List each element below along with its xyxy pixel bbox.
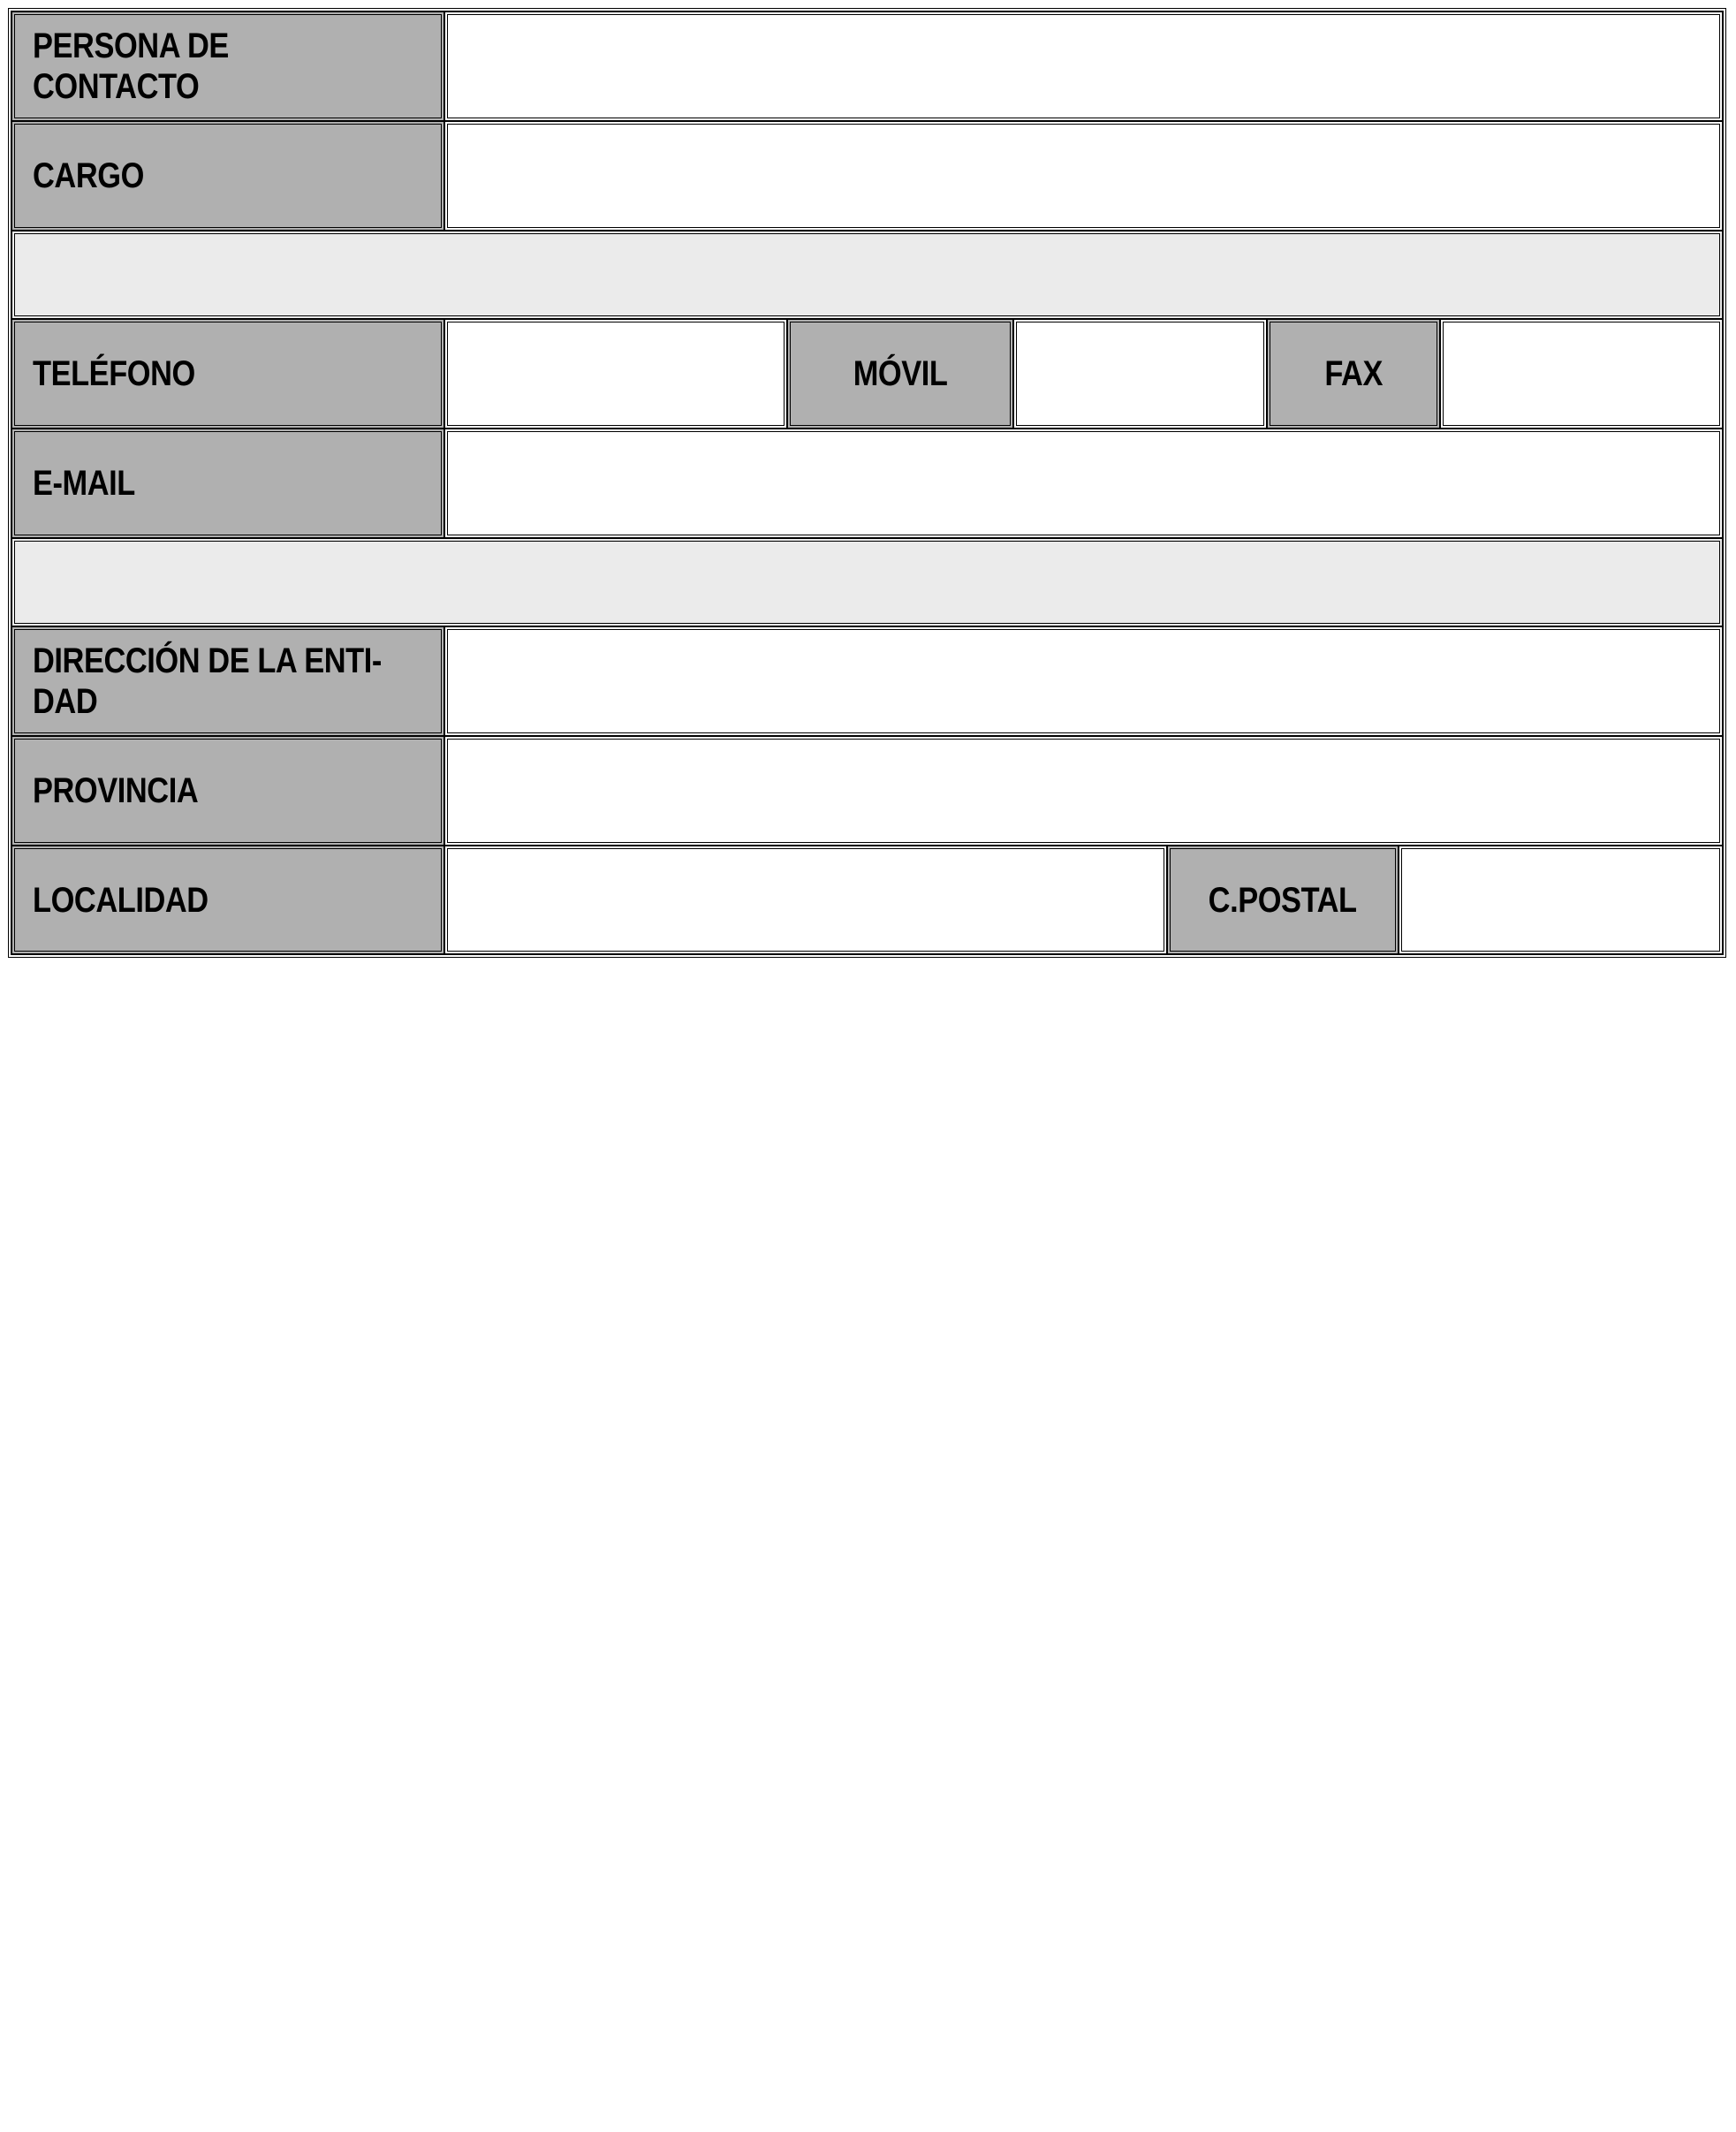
postal-code-label	[1167, 846, 1399, 954]
fax-field[interactable]	[1440, 319, 1723, 429]
fax-label-text: FAX	[1324, 354, 1383, 393]
phone-field[interactable]	[444, 319, 787, 429]
mobile-label-text: MÓVIL	[853, 354, 948, 393]
row-contact-person	[11, 11, 1723, 121]
email-label-text: E-MAIL	[33, 464, 135, 503]
row-separator-1	[11, 231, 1723, 319]
contact-person-field[interactable]	[444, 11, 1723, 121]
email-label	[11, 429, 444, 538]
mobile-label	[787, 319, 1013, 429]
province-label-text: PROVINCIA	[33, 771, 199, 810]
row-phones	[11, 319, 1723, 429]
row-province	[11, 736, 1723, 846]
address-label-text: DIRECCIÓN DE LA ENTI- DAD	[33, 641, 382, 721]
row-position	[11, 121, 1723, 231]
contact-form-table	[8, 8, 1726, 958]
email-field[interactable]	[444, 429, 1723, 538]
address-field[interactable]	[444, 626, 1723, 736]
province-field[interactable]	[444, 736, 1723, 846]
locality-label	[11, 846, 444, 954]
contact-person-label-text: PERSONA DE CONTACTO	[33, 27, 229, 106]
separator-bar	[11, 538, 1723, 626]
row-locality	[11, 846, 1723, 954]
position-label-text: CARGO	[33, 156, 144, 195]
locality-field[interactable]	[444, 846, 1167, 954]
phone-label	[11, 319, 444, 429]
province-label	[11, 736, 444, 846]
row-separator-2	[11, 538, 1723, 626]
row-email	[11, 429, 1723, 538]
separator-bar	[11, 231, 1723, 319]
mobile-field[interactable]	[1013, 319, 1267, 429]
postal-code-field[interactable]	[1399, 846, 1723, 954]
address-label	[11, 626, 444, 736]
row-address	[11, 626, 1723, 736]
position-label	[11, 121, 444, 231]
fax-label	[1267, 319, 1440, 429]
contact-person-label	[11, 11, 444, 121]
position-field[interactable]	[444, 121, 1723, 231]
phone-label-text: TELÉFONO	[33, 354, 195, 393]
locality-label-text: LOCALIDAD	[33, 880, 208, 920]
postal-code-label-text: C.POSTAL	[1209, 880, 1357, 920]
